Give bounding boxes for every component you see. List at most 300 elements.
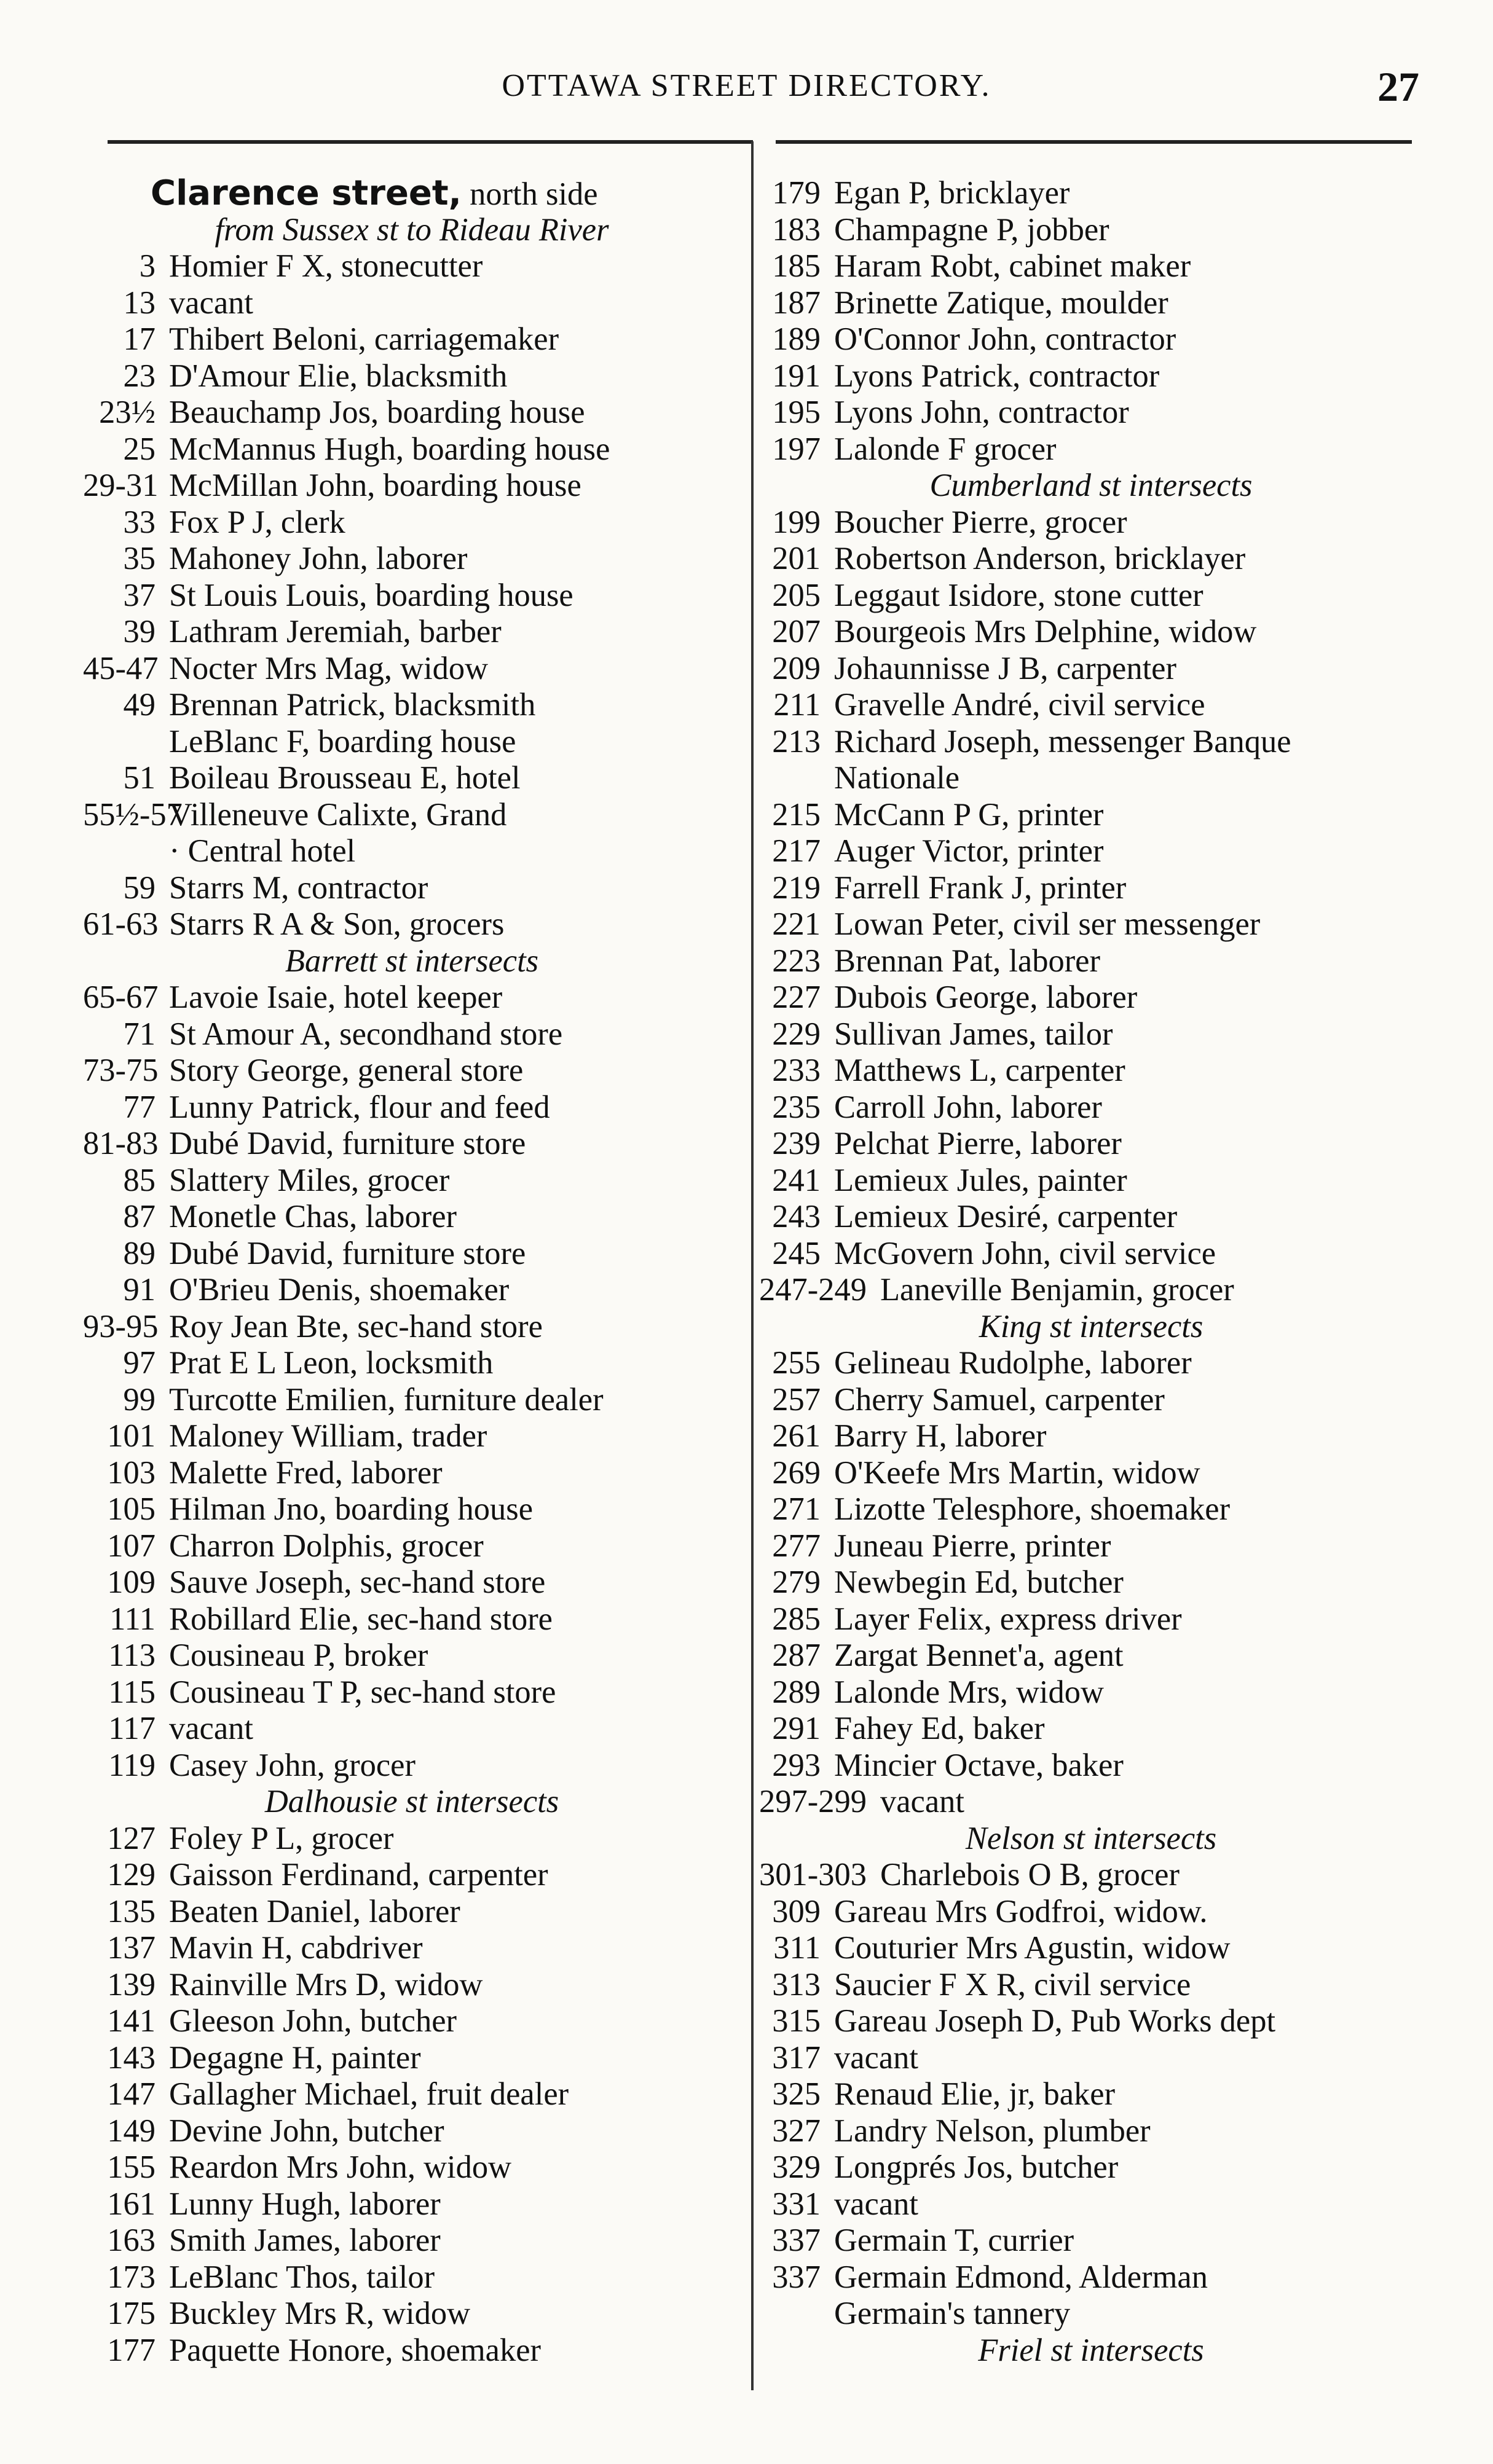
resident-text: Casey John, grocer: [169, 1747, 416, 1783]
resident-text: Pelchat Pierre, laborer: [834, 1126, 1122, 1161]
page-number: 27: [1377, 63, 1419, 110]
left-column: [83, 175, 741, 2369]
resident-text: McMillan John, boarding house: [169, 468, 581, 503]
right-column: [759, 175, 1423, 2369]
left-entries: [83, 248, 741, 2369]
resident-text: Devine John, butcher: [169, 2113, 444, 2149]
intersection-heading: Dalhousie st intersects: [264, 1784, 559, 1819]
directory-entry: [759, 1418, 1423, 1455]
directory-entry: [759, 1382, 1423, 1419]
directory-entry: [759, 394, 1423, 431]
house-number: 235: [772, 1089, 821, 1125]
house-number: 229: [772, 1016, 821, 1052]
directory-entry: [759, 2003, 1423, 2040]
resident-text: Auger Victor, printer: [834, 833, 1104, 869]
house-number: 89: [123, 1235, 156, 1271]
resident-text: LeBlanc Thos, tailor: [169, 2259, 435, 2295]
intersection-heading: Friel st intersects: [978, 2332, 1204, 2368]
directory-entry: [759, 2223, 1423, 2259]
directory-entry: [759, 906, 1423, 943]
resident-text: Gareau Mrs Godfroi, widow.: [834, 1893, 1208, 1929]
resident-text: Story George, general store: [169, 1053, 524, 1088]
directory-entry: [83, 431, 741, 468]
resident-text: vacant: [834, 2039, 918, 2076]
directory-entry: [759, 943, 1423, 980]
directory-entry: [759, 1674, 1423, 1711]
directory-entry: [83, 1272, 741, 1309]
directory-entry: [83, 1601, 741, 1638]
resident-text: Juneau Pierre, printer: [834, 1528, 1111, 1564]
street-subtitle: from Sussex st to Rideau River: [215, 211, 609, 248]
house-number: 113: [108, 1638, 156, 1673]
resident-text: Lalonde F grocer: [834, 431, 1057, 467]
house-number: 213: [772, 723, 821, 759]
directory-entry: [83, 1126, 741, 1163]
resident-text: Thibert Beloni, carriagemaker: [169, 321, 559, 357]
house-number: 269: [772, 1454, 821, 1491]
column-divider: [751, 141, 754, 2390]
resident-text: Robertson Anderson, bricklayer: [834, 541, 1246, 576]
directory-entry: [759, 1748, 1423, 1784]
resident-text: Brennan Pat, laborer: [834, 943, 1100, 979]
house-number: 317: [772, 2039, 821, 2076]
house-number: 49: [123, 687, 156, 723]
house-number: 331: [772, 2186, 821, 2222]
house-number: 33: [123, 504, 156, 540]
directory-entry: [83, 1564, 741, 1601]
house-number: 87: [123, 1199, 156, 1234]
house-number: 285: [772, 1601, 821, 1637]
resident-text: O'Connor John, contractor: [834, 321, 1176, 357]
house-number: 77: [123, 1089, 156, 1125]
resident-text: Longprés Jos, butcher: [834, 2149, 1119, 2185]
house-number: 117: [108, 1711, 156, 1746]
directory-entry: [83, 906, 741, 943]
directory-entry: [83, 1821, 741, 1858]
directory-entry: [83, 1455, 741, 1492]
house-number: 23½: [99, 394, 156, 430]
resident-text: Dubé David, furniture store: [169, 1126, 526, 1161]
house-number: 111: [109, 1601, 156, 1637]
resident-text: Degagne H, painter: [169, 2039, 421, 2076]
directory-entry: [83, 870, 741, 907]
directory-entry: [759, 541, 1423, 578]
directory-entry: [83, 2040, 741, 2077]
resident-text: Slattery Miles, grocer: [169, 1162, 450, 1198]
resident-text: Smith James, laborer: [169, 2223, 441, 2258]
house-number: 137: [107, 1930, 156, 1966]
resident-text: Cousineau P, broker: [169, 1638, 428, 1673]
directory-entry: [83, 394, 741, 431]
directory-entry: [759, 1894, 1423, 1931]
house-number: 185: [772, 248, 821, 284]
resident-text: Lowan Peter, civil ser messenger: [834, 906, 1261, 942]
house-number: 147: [107, 2076, 156, 2112]
resident-text: Maloney William, trader: [169, 1418, 487, 1454]
resident-text: Starrs M, contractor: [169, 869, 428, 906]
directory-entry: [83, 979, 741, 1016]
directory-entry: [83, 2259, 741, 2296]
directory-entry: [83, 504, 741, 541]
house-number: 255: [772, 1345, 821, 1381]
resident-text: Lavoie Isaie, hotel keeper: [169, 979, 503, 1015]
directory-entry: [759, 1272, 1423, 1309]
resident-text: Roy Jean Bte, sec-hand store: [169, 1308, 543, 1344]
resident-text: Charron Dolphis, grocer: [169, 1528, 484, 1564]
entry-continuation: Germain's tannery: [834, 2296, 1071, 2331]
resident-text: Hilman Jno, boarding house: [169, 1491, 534, 1527]
resident-text: Homier F X, stonecutter: [169, 248, 483, 284]
resident-text: Fahey Ed, baker: [834, 1711, 1045, 1746]
house-number: 215: [772, 796, 821, 833]
directory-entry: [83, 248, 741, 285]
directory-entry: [759, 1784, 1423, 1821]
resident-text: Lyons Patrick, contractor: [834, 358, 1160, 394]
directory-entry: [83, 2076, 741, 2113]
resident-text: Paquette Honore, shoemaker: [169, 2332, 542, 2368]
directory-entry: [759, 1564, 1423, 1601]
resident-text: Mavin H, cabdriver: [169, 1930, 423, 1966]
resident-text: Mahoney John, laborer: [169, 541, 468, 576]
house-number: 179: [772, 175, 821, 211]
intersection-heading: Cumberland st intersects: [929, 468, 1253, 503]
resident-text: Buckley Mrs R, widow: [169, 2296, 470, 2331]
house-number: 279: [772, 1564, 821, 1600]
directory-entry: [759, 2040, 1423, 2077]
house-number: 289: [772, 1674, 821, 1710]
resident-text: O'Brieu Denis, shoemaker: [169, 1272, 510, 1308]
house-number: 177: [107, 2332, 156, 2368]
directory-entry: [83, 1748, 741, 1784]
house-number: 35: [123, 541, 156, 576]
house-number: 233: [772, 1053, 821, 1088]
resident-text: Lunny Patrick, flour and feed: [169, 1089, 550, 1125]
resident-text: Starrs R A & Son, grocers: [169, 906, 505, 942]
house-number: 301-303: [759, 1857, 867, 1893]
house-number: 39: [123, 614, 156, 649]
directory-entry: [83, 1638, 741, 1674]
directory-entry: [83, 1309, 741, 1346]
house-number: 175: [107, 2296, 156, 2331]
house-number: 25: [123, 431, 156, 467]
house-number: 71: [123, 1016, 156, 1052]
page-header: [0, 63, 1493, 117]
house-number: 37: [123, 577, 156, 613]
directory-entry: [83, 2003, 741, 2040]
resident-text: Carroll John, laborer: [834, 1089, 1102, 1125]
house-number: 149: [107, 2113, 156, 2149]
directory-entry: [83, 2149, 741, 2186]
directory-entry: [759, 1016, 1423, 1053]
resident-text: Brennan Patrick, blacksmith: [169, 687, 536, 723]
resident-text: Foley P L, grocer: [169, 1820, 394, 1856]
resident-text: Boucher Pierre, grocer: [834, 504, 1127, 540]
house-number: 245: [772, 1235, 821, 1271]
resident-text: Monetle Chas, laborer: [169, 1199, 457, 1234]
directory-entry: [759, 2259, 1423, 2296]
directory-entry: [83, 578, 741, 614]
resident-text: vacant: [834, 2186, 918, 2222]
resident-text: Dubé David, furniture store: [169, 1235, 526, 1271]
resident-text: Richard Joseph, messenger Banque: [834, 723, 1291, 759]
directory-entry: [759, 321, 1423, 358]
directory-entry: [83, 2296, 741, 2333]
directory-entry: [83, 1236, 741, 1273]
house-number: 23: [123, 358, 156, 394]
resident-text: Dubois George, laborer: [834, 979, 1138, 1015]
house-number: 291: [772, 1711, 821, 1746]
header-rule-right: [776, 140, 1412, 144]
house-number: 129: [107, 1857, 156, 1893]
directory-entry: [759, 1528, 1423, 1565]
resident-text: Malette Fred, laborer: [169, 1454, 443, 1491]
directory-entry: [759, 248, 1423, 285]
directory-entry: [83, 1857, 741, 1894]
house-number: 197: [772, 431, 821, 467]
resident-text: Egan P, bricklayer: [834, 175, 1070, 211]
resident-text: McMannus Hugh, boarding house: [169, 431, 610, 467]
house-number: 187: [772, 284, 821, 321]
resident-text: Matthews L, carpenter: [834, 1053, 1125, 1088]
house-number: 277: [772, 1528, 821, 1564]
house-number: 217: [772, 833, 821, 869]
resident-text: Gravelle André, civil service: [834, 687, 1205, 723]
directory-entry: [759, 1455, 1423, 1492]
directory-entry: [83, 2186, 741, 2223]
directory-entry: [759, 2113, 1423, 2150]
resident-text: Sullivan James, tailor: [834, 1016, 1113, 1052]
resident-text: Lyons John, contractor: [834, 394, 1129, 430]
directory-entry: [759, 1967, 1423, 2004]
directory-entry: [83, 358, 741, 395]
resident-text: Mincier Octave, baker: [834, 1747, 1124, 1783]
house-number: 105: [107, 1491, 156, 1527]
house-number: 219: [772, 869, 821, 906]
directory-entry: [83, 2223, 741, 2259]
directory-entry: [759, 2076, 1423, 2113]
house-number: 227: [772, 979, 821, 1015]
resident-text: Robillard Elie, sec-hand store: [169, 1601, 553, 1637]
house-number: 29-31: [83, 468, 159, 503]
house-number: 209: [772, 650, 821, 686]
resident-text: Lalonde Mrs, widow: [834, 1674, 1104, 1710]
house-number: 155: [107, 2149, 156, 2185]
resident-text: vacant: [169, 1711, 253, 1746]
directory-entry: [759, 2149, 1423, 2186]
house-number: 271: [772, 1491, 821, 1527]
house-number: 337: [772, 2223, 821, 2258]
resident-text: Gleeson John, butcher: [169, 2003, 457, 2039]
directory-entry: [759, 2186, 1423, 2223]
resident-text: Gaisson Ferdinand, carpenter: [169, 1857, 548, 1893]
house-number: 135: [107, 1893, 156, 1929]
directory-entry: [83, 1894, 741, 1931]
house-number: 297-299: [759, 1784, 867, 1819]
house-number: 85: [123, 1162, 156, 1198]
directory-entry: [759, 1199, 1423, 1236]
directory-entry: [83, 468, 741, 504]
resident-text: Gallagher Michael, fruit dealer: [169, 2076, 569, 2112]
resident-text: Villeneuve Calixte, Grand: [169, 796, 507, 833]
directory-entry: [759, 285, 1423, 322]
resident-text: Lunny Hugh, laborer: [169, 2186, 441, 2222]
house-number: 183: [772, 211, 821, 248]
house-number: 313: [772, 1966, 821, 2003]
resident-text: Lemieux Jules, painter: [834, 1162, 1127, 1198]
resident-text: Nocter Mrs Mag, widow: [169, 650, 489, 686]
directory-entry: [759, 1857, 1423, 1894]
house-number: 241: [772, 1162, 821, 1198]
directory-entry: [759, 1345, 1423, 1382]
house-number: 17: [123, 321, 156, 357]
right-entries: [759, 175, 1423, 2369]
directory-entry: [83, 1053, 741, 1089]
resident-text: Layer Felix, express driver: [834, 1601, 1182, 1637]
house-number: 191: [772, 358, 821, 394]
house-number: 81-83: [83, 1126, 159, 1161]
directory-entry: [83, 1016, 741, 1053]
intersection-heading: King st intersects: [979, 1308, 1203, 1344]
directory-entry: [83, 541, 741, 578]
entry-continuation: Nationale: [834, 760, 960, 796]
directory-entry: [83, 1930, 741, 1967]
house-number: 101: [107, 1418, 156, 1454]
house-number: 65-67: [83, 979, 159, 1015]
directory-entry: [83, 1528, 741, 1565]
house-number: 173: [107, 2259, 156, 2295]
house-number: 199: [772, 504, 821, 540]
directory-entry: [83, 1382, 741, 1419]
resident-text: Renaud Elie, jr, baker: [834, 2076, 1116, 2112]
house-number: 99: [123, 1381, 156, 1418]
house-number: 51: [123, 760, 156, 796]
directory-entry: [83, 651, 741, 688]
house-number: 109: [107, 1564, 156, 1600]
directory-entry: [759, 797, 1423, 834]
directory-entry: [83, 2333, 741, 2369]
directory-entry: [83, 687, 741, 724]
resident-text: St Amour A, secondhand store: [169, 1016, 563, 1052]
house-number: 221: [772, 906, 821, 942]
house-number: 329: [772, 2149, 821, 2185]
directory-entry: [83, 1163, 741, 1199]
house-number: 139: [107, 1966, 156, 2003]
resident-text: O'Keefe Mrs Martin, widow: [834, 1454, 1200, 1491]
directory-entry: [759, 175, 1423, 212]
house-number: 97: [123, 1345, 156, 1381]
house-number: 261: [772, 1418, 821, 1454]
resident-text: Beauchamp Jos, boarding house: [169, 394, 585, 430]
house-number: 141: [107, 2003, 156, 2039]
directory-entry: [83, 1418, 741, 1455]
resident-text: Barry H, laborer: [834, 1418, 1047, 1454]
house-number: 45-47: [83, 650, 159, 686]
house-number: 119: [108, 1747, 156, 1783]
directory-entry: [759, 431, 1423, 468]
house-number: 247-249: [759, 1272, 867, 1308]
resident-text: Boileau Brousseau E, hotel: [169, 760, 521, 796]
directory-entry: [759, 1163, 1423, 1199]
entry-continuation: LeBlanc F, boarding house: [169, 723, 516, 759]
directory-entry: [759, 979, 1423, 1016]
directory-entry: [759, 1711, 1423, 1748]
resident-text: Cousineau T P, sec-hand store: [169, 1674, 556, 1710]
house-number: 287: [772, 1638, 821, 1673]
house-number: 103: [107, 1454, 156, 1491]
directory-entry: [83, 1491, 741, 1528]
resident-text: Newbegin Ed, butcher: [834, 1564, 1124, 1600]
house-number: 257: [772, 1381, 821, 1418]
resident-text: Reardon Mrs John, widow: [169, 2149, 512, 2185]
house-number: 293: [772, 1747, 821, 1783]
directory-entry: [759, 1089, 1423, 1126]
directory-entry: [759, 651, 1423, 688]
resident-text: Couturier Mrs Agustin, widow: [834, 1930, 1231, 1966]
house-number: 211: [773, 687, 821, 723]
street-side: north side: [470, 176, 598, 212]
directory-entry: [759, 1930, 1423, 1967]
house-number: 55½-57: [83, 796, 183, 833]
directory-entry: [83, 614, 741, 651]
resident-text: Fox P J, clerk: [169, 504, 345, 540]
directory-entry: [759, 1638, 1423, 1674]
house-number: 243: [772, 1199, 821, 1234]
resident-text: Germain T, currier: [834, 2223, 1074, 2258]
house-number: 239: [772, 1126, 821, 1161]
directory-entry: [759, 1601, 1423, 1638]
directory-entry: [759, 1126, 1423, 1163]
house-number: 163: [107, 2223, 156, 2258]
directory-entry: [83, 760, 741, 797]
house-number: 61-63: [83, 906, 159, 942]
directory-entry: [83, 321, 741, 358]
house-number: 205: [772, 577, 821, 613]
header-rule-left: [108, 140, 753, 144]
resident-text: Leggaut Isidore, stone cutter: [834, 577, 1203, 613]
resident-text: Rainville Mrs D, widow: [169, 1966, 483, 2003]
directory-entry: [759, 358, 1423, 395]
resident-text: Prat E L Leon, locksmith: [169, 1345, 494, 1381]
house-number: 107: [107, 1528, 156, 1564]
resident-text: Saucier F X R, civil service: [834, 1966, 1191, 2003]
directory-entry: [759, 833, 1423, 870]
house-number: 207: [772, 614, 821, 649]
resident-text: Champagne P, jobber: [834, 211, 1109, 248]
resident-text: McCann P G, printer: [834, 796, 1104, 833]
directory-entry: [759, 212, 1423, 249]
intersection-heading: Barrett st intersects: [285, 943, 539, 979]
resident-text: St Louis Louis, boarding house: [169, 577, 573, 613]
house-number: 73-75: [83, 1053, 159, 1088]
house-number: 93-95: [83, 1308, 159, 1344]
resident-text: Charlebois O B, grocer: [880, 1857, 1180, 1893]
house-number: 195: [772, 394, 821, 430]
resident-text: McGovern John, civil service: [834, 1235, 1216, 1271]
resident-text: Beaten Daniel, laborer: [169, 1893, 460, 1929]
directory-entry: [759, 687, 1423, 724]
directory-entry: [759, 1236, 1423, 1273]
house-number: 337: [772, 2259, 821, 2295]
directory-entry: [759, 870, 1423, 907]
directory-entry: [759, 1491, 1423, 1528]
directory-entry: [83, 1674, 741, 1711]
resident-text: Turcotte Emilien, furniture dealer: [169, 1381, 604, 1418]
house-number: 325: [772, 2076, 821, 2112]
directory-entry: [83, 1199, 741, 1236]
resident-text: Sauve Joseph, sec-hand store: [169, 1564, 546, 1600]
house-number: 143: [107, 2039, 156, 2076]
resident-text: vacant: [169, 284, 253, 321]
